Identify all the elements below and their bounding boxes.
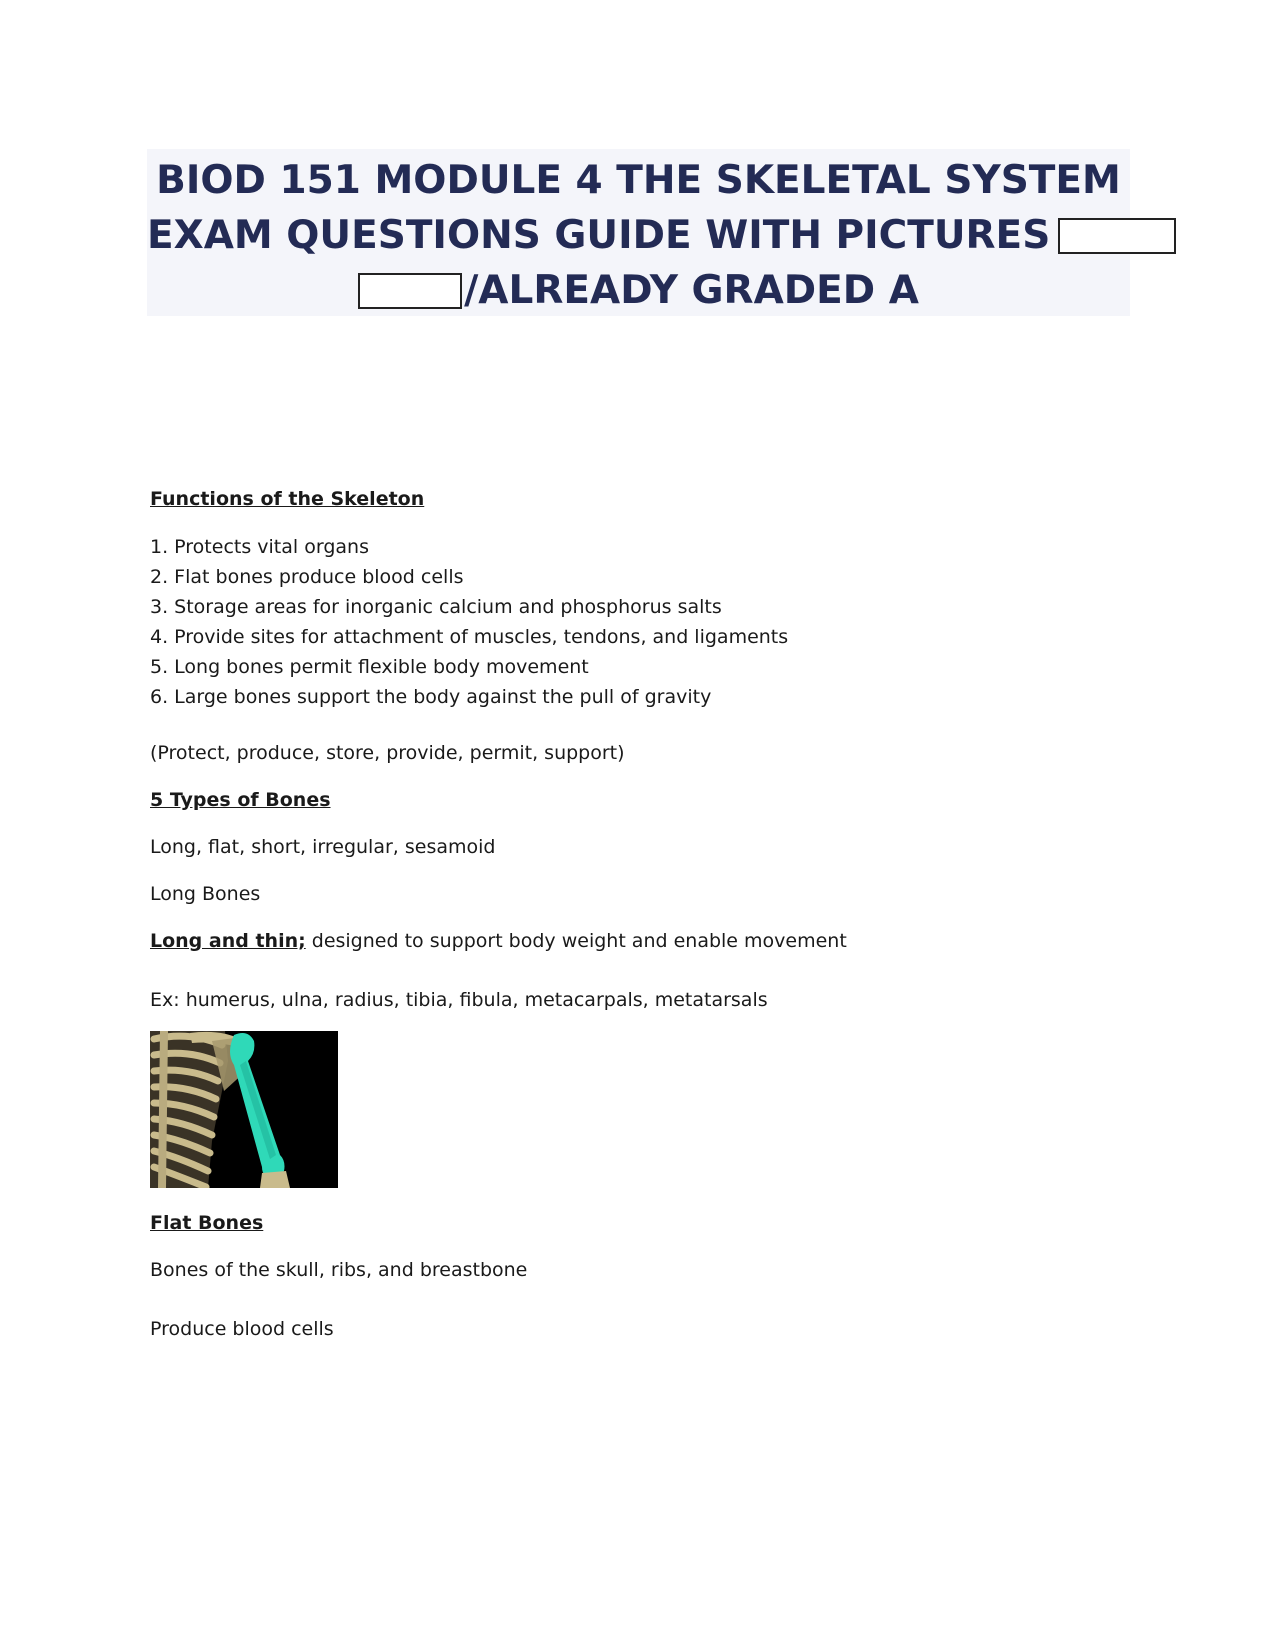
types-heading: 5 Types of Bones [150,789,331,811]
list-item: 5. Long bones permit flexible body movement [150,656,589,678]
document-body [150,487,1150,1341]
long-bones-label: Long Bones [150,883,261,905]
flat-bones-heading: Flat Bones [150,1212,264,1234]
long-bones-examples: Ex: humerus, ulna, radius, tibia, fibula, metacarpals, metatarsals [150,989,768,1011]
flat-bones-description: Bones of the skull, ribs, and breastbone [150,1259,528,1281]
title-banner [147,149,1130,316]
list-item: 3. Storage areas for inorganic calcium and phosphorus salts [150,596,722,618]
list-item: 4. Provide sites for attachment of muscles, tendons, and ligaments [150,626,789,648]
title-line-1: BIOD 151 MODULE 4 THE SKELETAL SYSTEM [156,158,1121,203]
humerus-skeleton-image [150,1031,338,1188]
functions-heading: Functions of the Skeleton [150,488,425,510]
title-line-2-text: EXAM QUESTIONS GUIDE WITH PICTURES [147,213,1051,258]
functions-mnemonic: (Protect, produce, store, provide, permit, support) [150,742,625,764]
title-line-3 [147,263,1130,318]
long-bones-description: designed to support body weight and enable movement [305,930,847,952]
list-item: 2. Flat bones produce blood cells [150,566,464,588]
list-item: 1. Protects vital organs [150,536,369,558]
blank-box [1058,218,1176,254]
title-line-3-text: /ALREADY GRADED A [464,268,919,313]
skeleton-illustration [150,1031,338,1188]
flat-bones-function: Produce blood cells [150,1318,334,1340]
blank-box [358,273,462,309]
title-line-2 [147,208,1130,263]
list-item: 6. Large bones support the body against the pull of gravity [150,686,712,708]
types-list: Long, flat, short, irregular, sesamoid [150,836,496,858]
functions-list [150,532,1150,712]
long-bones-emphasis: Long and thin; [150,930,306,952]
long-bones-definition [150,929,1150,953]
